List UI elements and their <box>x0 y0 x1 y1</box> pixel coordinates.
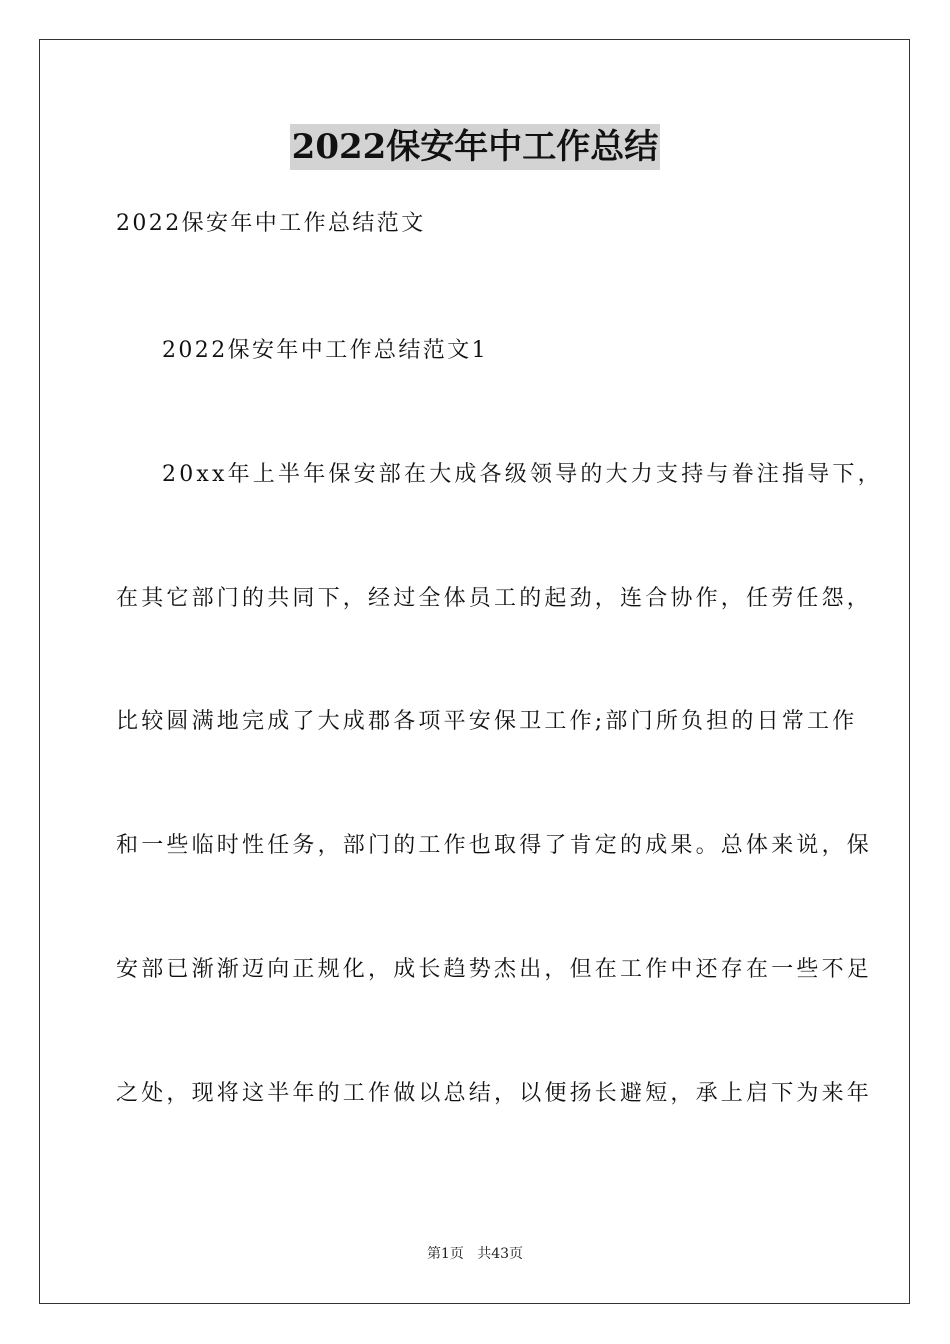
body-line: 安部已渐渐迈向正规化，成长趋势杰出，但在工作中还存在一些不足 <box>116 957 873 982</box>
title-container <box>0 124 950 170</box>
body-line: 20xx年上半年保安部在大成各级领导的大力支持与眷注指导下， <box>162 462 883 487</box>
document-subtitle: 2022保安年中工作总结范文 <box>116 211 426 236</box>
page-footer <box>0 1244 950 1264</box>
page-number: 第1页 <box>426 1246 464 1262</box>
body-line: 比较圆满地完成了大成郡各项平安保卫工作;部门所负担的日常工作 <box>116 709 858 734</box>
section-heading: 2022保安年中工作总结范文1 <box>162 338 488 363</box>
body-line: 之处，现将这半年的工作做以总结，以便扬长避短，承上启下为来年 <box>116 1081 873 1106</box>
body-line: 和一些临时性任务，部门的工作也取得了肯定的成果。总体来说，保 <box>116 833 873 858</box>
document-title: 2022保安年中工作总结 <box>290 124 661 170</box>
body-line: 在其它部门的共同下，经过全体员工的起劲，连合协作，任劳任怨， <box>116 586 873 611</box>
page-total: 共43页 <box>477 1246 524 1262</box>
